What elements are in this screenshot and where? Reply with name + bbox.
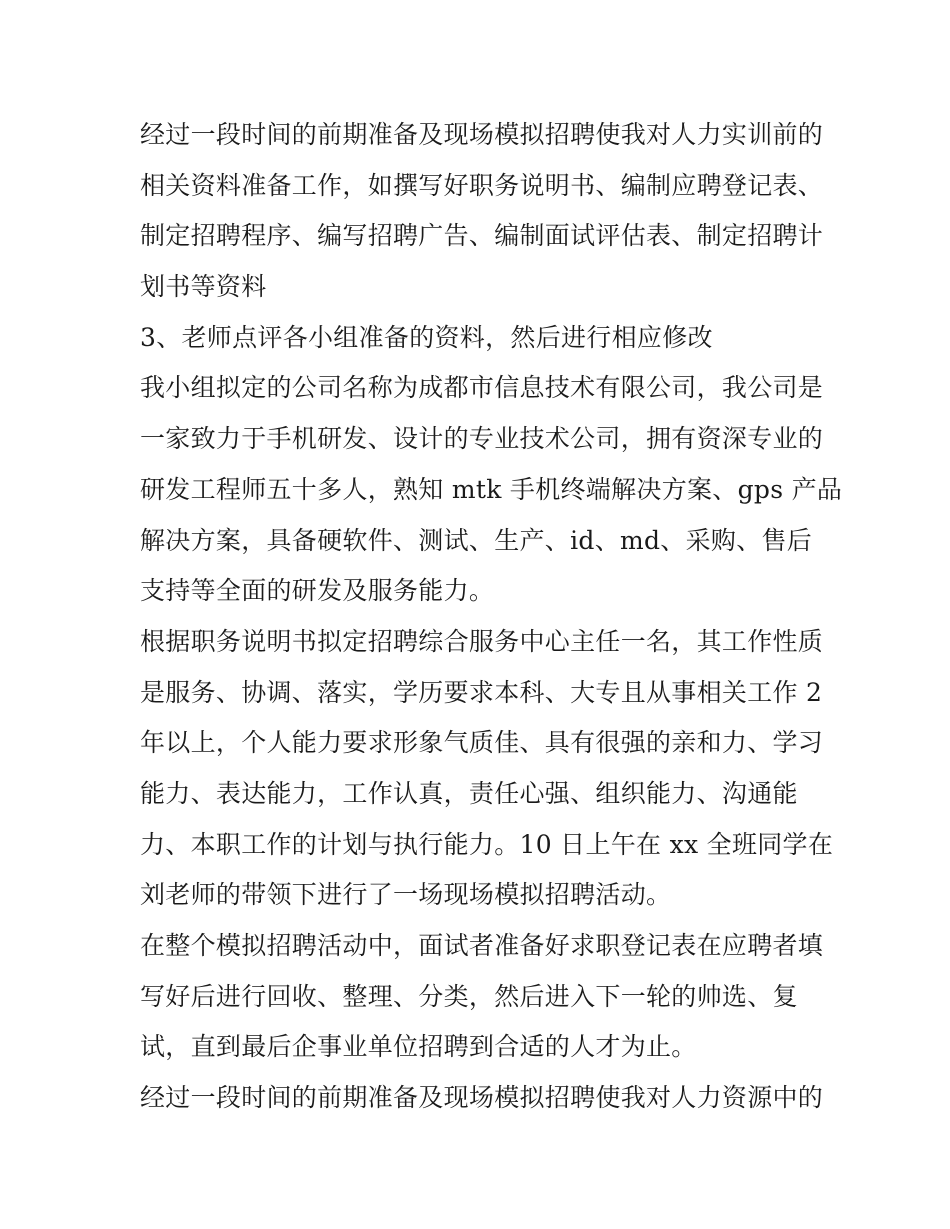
paragraph [140,313,820,364]
paragraph [140,1073,824,1124]
text-line: 我小组拟定的公司名称为成都市信息技术有限公司，我公司是 [140,373,824,403]
paragraph [140,617,834,921]
text-line: 写好后进行回收、整理、分类，然后进入下一轮的帅选、复 [140,981,798,1011]
text-line: 经过一段时间的前期准备及现场模拟招聘使我对人力资源中的 [140,1083,824,1113]
text-line: 解决方案，具备硬软件、测试、生产、id、md、采购、售后 [140,525,813,555]
text-line: 试，直到最后企事业单位招聘到合适的人才为止。 [140,1032,697,1062]
text-line: 研发工程师五十多人，熟知 mtk 手机终端解决方案、gps 产品 [140,474,843,504]
text-line: 一家致力于手机研发、设计的专业技术公司，拥有资深专业的 [140,424,824,454]
text-line: 3、老师点评各小组准备的资料，然后进行相应修改 [140,322,713,352]
paragraph [140,363,843,616]
text-line: 刘老师的带领下进行了一场现场模拟招聘活动。 [140,880,672,910]
text-line: 力、本职工作的计划与执行能力。10 日上午在 xx 全班同学在 [140,829,834,859]
text-line: 年以上，个人能力要求形象气质佳、具有很强的亲和力、学习 [140,728,824,758]
paragraph [140,921,824,1073]
text-line: 相关资料准备工作，如撰写好职务说明书、编制应聘登记表、 [140,170,824,200]
text-line: 划书等资料 [140,272,267,302]
text-line: 支持等全面的研发及服务能力。 [140,576,495,606]
text-line: 是服务、协调、落实，学历要求本科、大专且从事相关工作 2 [140,677,823,707]
text-line: 在整个模拟招聘活动中，面试者准备好求职登记表在应聘者填 [140,931,824,960]
text-line: 经过一段时间的前期准备及现场模拟招聘使我对人力实训前的 [140,120,824,149]
text-line: 制定招聘程序、编写招聘广告、编制面试评估表、制定招聘计 [140,221,824,251]
paragraph [140,110,824,313]
text-line: 能力、表达能力，工作认真，责任心强、组织能力、沟通能 [140,778,798,808]
document-body [140,110,843,1124]
text-line: 根据职务说明书拟定招聘综合服务中心主任一名，其工作性质 [140,626,824,656]
